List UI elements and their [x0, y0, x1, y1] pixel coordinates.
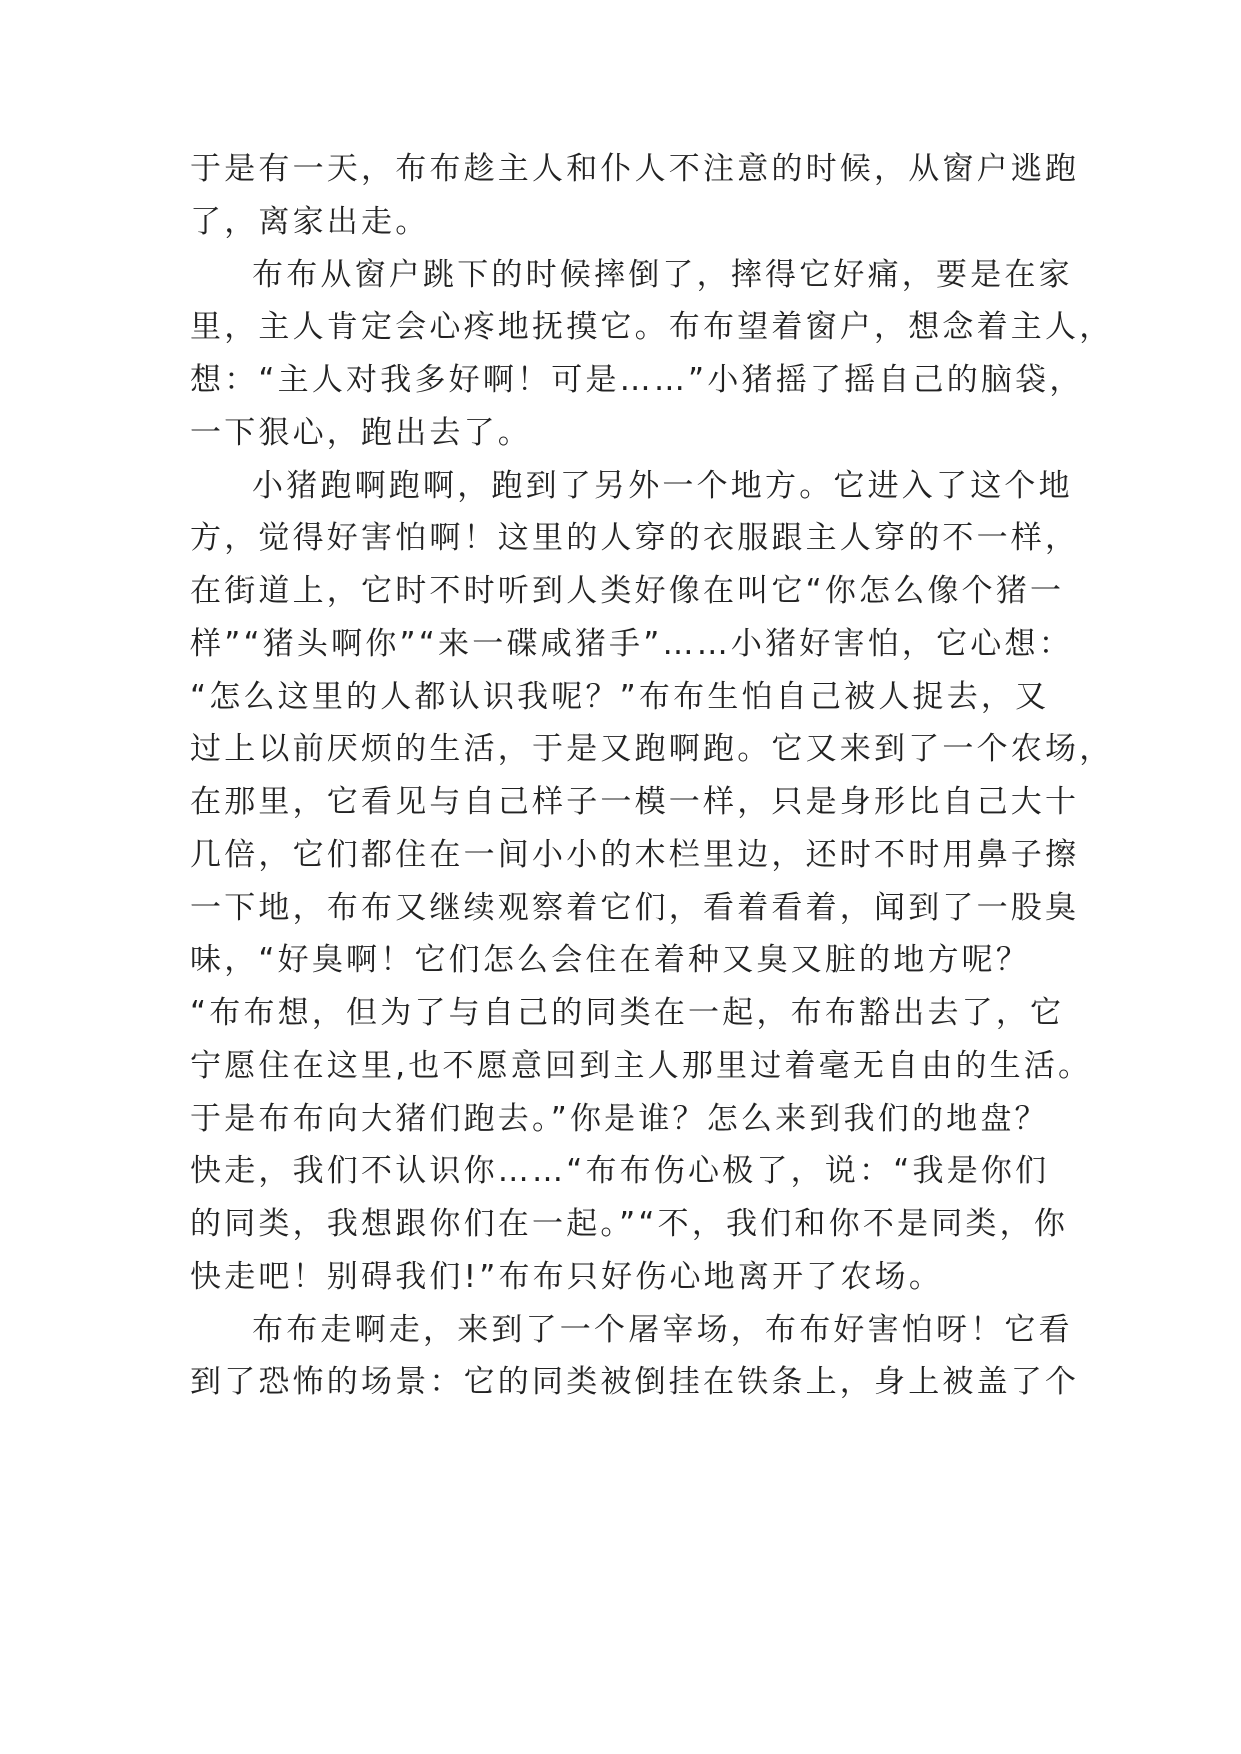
text-line: 里，主人肯定会心疼地抚摸它。布布望着窗户，想念着主人， [190, 309, 1114, 345]
text-line: 快走吧！别碍我们!”布布只好伤心地离开了农场。 [190, 1259, 944, 1295]
text-line: 于是布布向大猪们跑去。”你是谁？怎么来到我们的地盘？ [190, 1101, 1049, 1137]
text-line: 几倍，它们都住在一间小小的木栏里边，还时不时用鼻子擦 [190, 837, 1080, 873]
text-line: 到了恐怖的场景：它的同类被倒挂在铁条上，身上被盖了个 [190, 1364, 1080, 1400]
text-line: 一下地，布布又继续观察着它们，看着看着，闻到了一股臭 [190, 890, 1080, 926]
text-line: 一下狠心，跑出去了。 [190, 415, 532, 451]
text-line: 布布从窗户跳下的时候摔倒了，摔得它好痛，要是在家 [252, 257, 1073, 293]
text-line: 的同类，我想跟你们在一起。”“不，我们和你不是同类，你 [190, 1206, 1069, 1242]
text-line: 过上以前厌烦的生活，于是又跑啊跑。它又来到了一个农场， [190, 731, 1114, 767]
text-line: 在那里，它看见与自己样子一模一样，只是身形比自己大十 [190, 784, 1080, 820]
text-line: “怎么这里的人都认识我呢？”布布生怕自己被人捉去，又 [190, 679, 1050, 715]
text-line: 快走，我们不认识你……“布布伤心极了，说：“我是你们 [190, 1153, 1050, 1189]
text-line: 样”“猪头啊你”“来一碟咸猪手”……小猪好害怕，它心想： [190, 626, 1073, 662]
text-line: 味，“好臭啊！它们怎么会住在着种又臭又脏的地方呢？ [190, 942, 1031, 978]
text-line: 于是有一天，布布趁主人和仆人不注意的时候，从窗户逃跑 [190, 151, 1080, 187]
text-line: 方，觉得好害怕啊！这里的人穿的衣服跟主人穿的不一样， [190, 520, 1080, 556]
text-line: 了，离家出走。 [190, 204, 430, 240]
text-line: 在街道上，它时不时听到人类好像在叫它“你怎么像个猪一 [190, 573, 1065, 609]
text-line: 布布走啊走，来到了一个屠宰场，布布好害怕呀！它看 [252, 1312, 1073, 1348]
text-line: 宁愿住在这里,也不愿意回到主人那里过着毫无自由的生活。 [190, 1048, 1093, 1084]
text-line: 小猪跑啊跑啊，跑到了另外一个地方。它进入了这个地 [252, 468, 1073, 504]
text-line: 想：“主人对我多好啊！可是……”小猪摇了摇自己的脑袋， [190, 362, 1084, 398]
text-line: “布布想，但为了与自己的同类在一起，布布豁出去了，它 [190, 995, 1065, 1031]
